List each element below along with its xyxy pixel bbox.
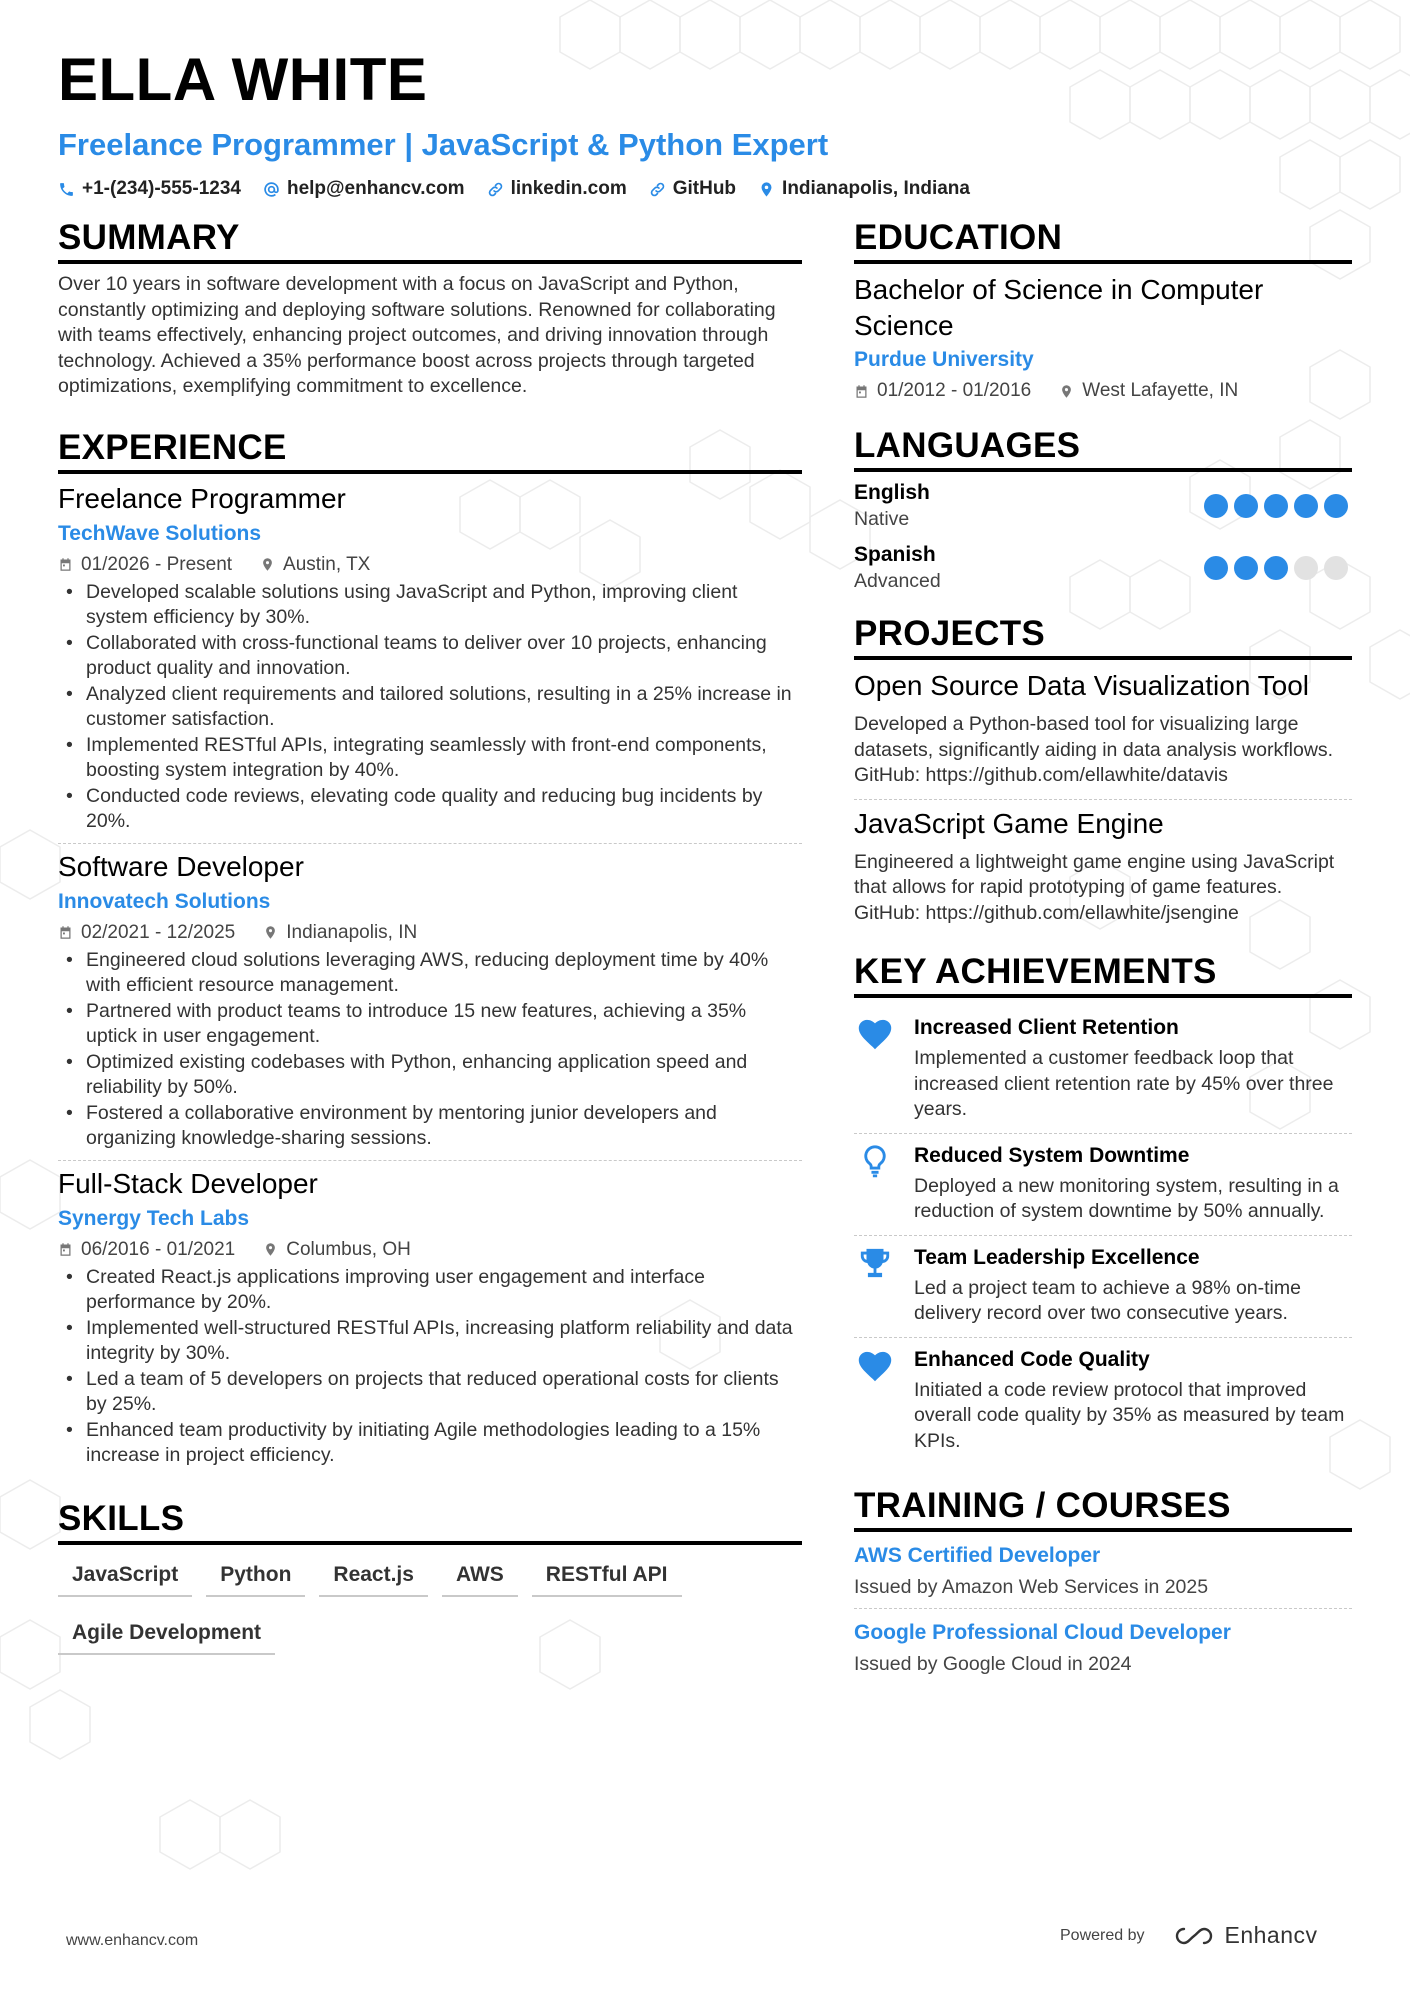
job-bullet: • Created React.js applications improving user engagement and interface performance by 20%. xyxy=(58,1265,802,1316)
job-company: Innovatech Solutions xyxy=(58,889,271,913)
achievement-description: Implemented a customer feedback loop that increased client retention rate by 45% over three years. xyxy=(914,1047,1334,1120)
job-bullets xyxy=(58,948,802,1152)
contact-github-text: GitHub xyxy=(672,178,737,199)
achievement-title: Increased Client Retention xyxy=(914,1016,1179,1039)
contact-bar xyxy=(58,178,1358,200)
job-location: Austin, TX xyxy=(260,552,370,578)
achievement-title: Reduced System Downtime xyxy=(914,1143,1190,1167)
location-icon xyxy=(1059,384,1074,399)
contact-linkedin[interactable] xyxy=(487,178,627,200)
education-dates: 01/2012 - 01/2016 xyxy=(854,378,1031,404)
achievement-description: Initiated a code review protocol that improved overall code quality by 35% as measured by team KPIs. xyxy=(914,1378,1345,1452)
job-company: Synergy Tech Labs xyxy=(58,1206,250,1230)
projects-heading: PROJECTS xyxy=(854,614,1352,660)
contact-linkedin-text: linkedin.com xyxy=(510,178,627,199)
job-meta xyxy=(58,1237,802,1263)
language-level: Advanced xyxy=(854,570,941,592)
experience-heading: EXPERIENCE xyxy=(58,428,802,474)
job-bullet: • Conducted code reviews, elevating code quality and reducing bug incidents by 20%. xyxy=(58,784,802,835)
training-heading: TRAINING / COURSES xyxy=(854,1486,1352,1532)
project-description: Developed a Python-based tool for visualizing large datasets, significantly aiding in data analysis workflows. GitHub: https://github.com/ellawhite/datavis xyxy=(854,713,1334,786)
right-column xyxy=(854,218,1352,1713)
job-entry xyxy=(58,482,802,844)
language-item xyxy=(854,480,1352,532)
education-school: Purdue University xyxy=(854,348,1034,371)
project-item xyxy=(854,668,1352,800)
job-location: Indianapolis, IN xyxy=(263,920,417,946)
phone-icon xyxy=(58,181,75,198)
job-bullets xyxy=(58,1265,802,1469)
calendar-icon xyxy=(58,557,73,572)
job-bullet: • Enhanced team productivity by initiating Agile methodologies leading to a 15% increase in project efficiency. xyxy=(58,1418,802,1469)
job-bullet: • Implemented RESTful APIs, integrating seamlessly with front-end components, boosting system integration by 40%. xyxy=(58,733,802,784)
course-item xyxy=(854,1540,1352,1609)
rating-dot-empty xyxy=(1324,556,1348,580)
language-name: Spanish xyxy=(854,543,936,566)
achievement-item xyxy=(854,1236,1352,1338)
project-description: Engineered a lightweight game engine using JavaScript that allows for rapid prototyping of game features. GitHub: https://github.com/ellawhite/jsengine xyxy=(854,850,1335,924)
rating-dot-filled xyxy=(1264,494,1288,518)
location-icon xyxy=(260,557,275,572)
education-degree: Bachelor of Science in Computer Science xyxy=(854,274,1264,341)
language-rating xyxy=(1204,556,1348,580)
course-title: AWS Certified Developer xyxy=(854,1544,1101,1567)
skills-section xyxy=(58,1499,802,1655)
skill-tag: Python xyxy=(206,1559,305,1597)
job-role: Full-Stack Developer xyxy=(58,1167,318,1199)
training-section xyxy=(854,1486,1352,1685)
job-bullet: • Analyzed client requirements and tailored solutions, resulting in a 25% increase in customer satisfaction. xyxy=(58,682,802,733)
contact-github[interactable] xyxy=(649,178,736,200)
job-bullets xyxy=(58,580,802,835)
job-entry xyxy=(58,850,802,1161)
job-dates: 06/2016 - 01/2021 xyxy=(58,1237,235,1263)
lightbulb-icon xyxy=(856,1144,894,1178)
course-item xyxy=(854,1617,1352,1685)
location-icon xyxy=(263,1242,278,1257)
enhancv-logo[interactable] xyxy=(1171,1922,1318,1949)
achievement-item xyxy=(854,1006,1352,1134)
job-dates: 01/2026 - Present xyxy=(58,552,232,578)
contact-location xyxy=(758,178,970,200)
language-level: Native xyxy=(854,508,910,530)
skill-tag: RESTful API xyxy=(532,1559,682,1597)
education-location: West Lafayette, IN xyxy=(1059,378,1238,404)
rating-dot-filled xyxy=(1264,556,1288,580)
project-title: JavaScript Game Engine xyxy=(854,807,1164,839)
experience-section xyxy=(58,428,802,1477)
course-issuer: Issued by Amazon Web Services in 2025 xyxy=(854,1576,1209,1598)
job-bullet: • Engineered cloud solutions leveraging AWS, reducing deployment time by 40% with efficient resource management. xyxy=(58,948,802,999)
heart-icon xyxy=(856,1016,894,1050)
resume-header xyxy=(58,44,1358,200)
project-item xyxy=(854,806,1352,937)
skills-heading: SKILLS xyxy=(58,1499,802,1545)
achievements-heading: KEY ACHIEVEMENTS xyxy=(854,952,1352,998)
at-icon xyxy=(263,181,280,198)
contact-email-text: help@enhancv.com xyxy=(286,178,465,199)
job-bullet: • Implemented well-structured RESTful APIs, increasing platform reliability and data integrity by 30%. xyxy=(58,1316,802,1367)
languages-heading: LANGUAGES xyxy=(854,426,1352,472)
trophy-icon xyxy=(856,1246,894,1280)
rating-dot-filled xyxy=(1204,494,1228,518)
education-meta xyxy=(854,378,1352,404)
rating-dot-filled xyxy=(1204,556,1228,580)
rating-dot-filled xyxy=(1294,494,1318,518)
job-company: TechWave Solutions xyxy=(58,521,262,545)
rating-dot-filled xyxy=(1234,494,1258,518)
course-title: Google Professional Cloud Developer xyxy=(854,1621,1231,1644)
skill-tag: AWS xyxy=(442,1559,518,1597)
course-issuer: Issued by Google Cloud in 2024 xyxy=(854,1653,1132,1675)
job-role: Freelance Programmer xyxy=(58,482,346,514)
rating-dot-filled xyxy=(1324,494,1348,518)
brand-name: Enhancv xyxy=(1224,1922,1318,1948)
contact-phone-text: +1-(234)-555-1234 xyxy=(82,178,241,199)
language-rating xyxy=(1204,494,1348,518)
job-meta xyxy=(58,920,802,946)
summary-section xyxy=(58,218,802,400)
link-icon xyxy=(487,181,504,198)
skill-tag: Agile Development xyxy=(58,1617,275,1655)
contact-location-text: Indianapolis, Indiana xyxy=(782,178,970,199)
candidate-headline: Freelance Programmer | JavaScript & Python Expert xyxy=(58,127,829,162)
skill-tag: JavaScript xyxy=(58,1559,192,1597)
link-icon xyxy=(649,181,666,198)
job-bullet: • Partnered with product teams to introduce 15 new features, achieving a 35% uptick in user engagement. xyxy=(58,999,802,1050)
skill-tag: React.js xyxy=(319,1559,428,1597)
job-bullet: • Led a team of 5 developers on projects that reduced operational costs for clients by 25%. xyxy=(58,1367,802,1418)
language-item xyxy=(854,542,1352,594)
calendar-icon xyxy=(854,384,869,399)
projects-section xyxy=(854,614,1352,936)
job-bullet: • Optimized existing codebases with Python, enhancing application speed and reliability by 50%. xyxy=(58,1050,802,1101)
heart-icon xyxy=(856,1348,894,1382)
rating-dot-empty xyxy=(1294,556,1318,580)
job-dates: 02/2021 - 12/2025 xyxy=(58,920,235,946)
skills-list xyxy=(58,1559,802,1655)
job-location: Columbus, OH xyxy=(263,1237,411,1263)
achievement-item xyxy=(854,1338,1352,1465)
education-heading: EDUCATION xyxy=(854,218,1352,264)
achievement-description: Deployed a new monitoring system, resulting in a reduction of system downtime by 50% annually. xyxy=(914,1174,1339,1222)
job-entry xyxy=(58,1167,802,1477)
job-bullet: • Fostered a collaborative environment by mentoring junior developers and organizing knowledge-sharing sessions. xyxy=(58,1101,802,1152)
powered-by-label: Powered by xyxy=(1060,1926,1145,1944)
footer-website[interactable]: www.enhancv.com xyxy=(66,1932,199,1949)
project-title: Open Source Data Visualization Tool xyxy=(854,670,1310,701)
footer-branding xyxy=(1060,1922,1318,1949)
summary-text: Over 10 years in software development with a focus on JavaScript and Python, constantly optimizing and deploying software solutions. Renowned for collaborating with teams effectively, enhancing project outcomes, and driving innovation through technology. Achieved a 35% performance boost across projects through targeted optimizations, exemplifying commitment to excellence. xyxy=(58,273,776,397)
job-role: Software Developer xyxy=(58,850,304,882)
calendar-icon xyxy=(58,1242,73,1257)
languages-section xyxy=(854,426,1352,594)
achievement-description: Led a project team to achieve a 98% on-time delivery record over two consecutive years. xyxy=(914,1276,1301,1324)
job-bullet: • Collaborated with cross-functional teams to deliver over 10 projects, enhancing product quality and innovation. xyxy=(58,631,802,682)
left-column xyxy=(58,218,802,1683)
candidate-name: ELLA WHITE xyxy=(58,46,428,113)
language-name: English xyxy=(854,481,930,504)
job-bullet: • Developed scalable solutions using JavaScript and Python, improving client system efficiency by 30%. xyxy=(58,580,802,631)
contact-phone[interactable] xyxy=(58,178,241,200)
calendar-icon xyxy=(58,925,73,940)
achievement-title: Enhanced Code Quality xyxy=(914,1347,1150,1371)
rating-dot-filled xyxy=(1234,556,1258,580)
achievement-title: Team Leadership Excellence xyxy=(914,1245,1200,1269)
achievements-section xyxy=(854,952,1352,1464)
location-icon xyxy=(263,925,278,940)
enhancv-logo-icon xyxy=(1171,1924,1217,1948)
summary-heading: SUMMARY xyxy=(58,218,802,264)
education-section xyxy=(854,218,1352,404)
contact-email[interactable] xyxy=(263,178,465,200)
location-icon xyxy=(758,181,775,198)
job-meta xyxy=(58,552,802,578)
achievement-item xyxy=(854,1134,1352,1236)
